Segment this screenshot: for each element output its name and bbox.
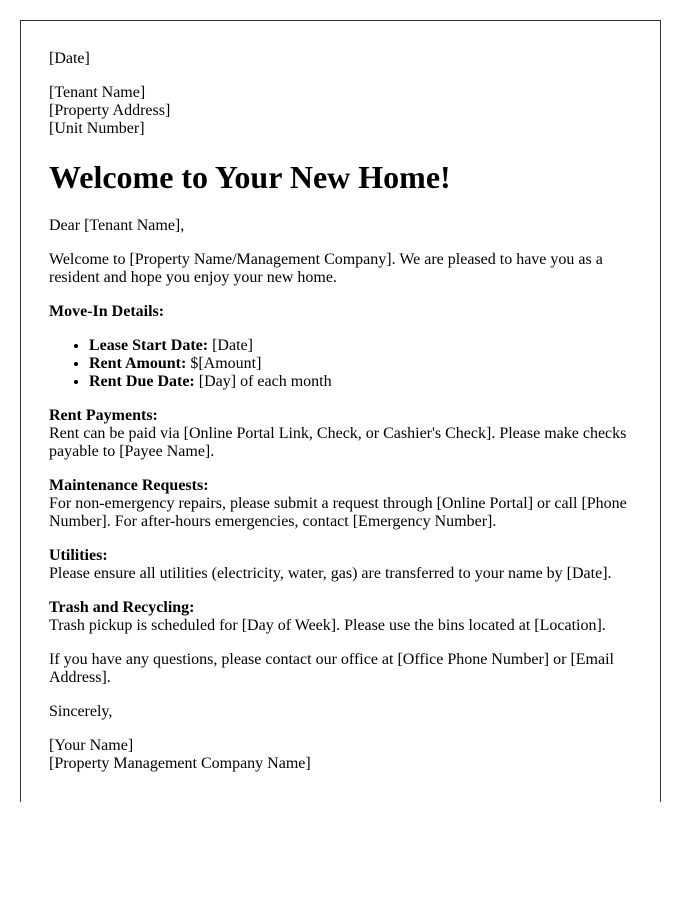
section-text: Rent can be paid via [Online Portal Link, Check, or Cashier's Check]. Please make checks payable to [Payee Name]. xyxy=(49,425,627,460)
move-in-list xyxy=(49,337,632,391)
list-item xyxy=(89,337,632,355)
section-heading: Rent Payments: xyxy=(49,407,158,424)
signature xyxy=(49,737,632,773)
property-address: [Property Address] xyxy=(49,102,171,119)
recipient-address xyxy=(49,84,632,138)
item-value: [Day] of each month xyxy=(194,373,332,390)
section-heading: Maintenance Requests: xyxy=(49,477,209,494)
date: [Date] xyxy=(49,50,90,67)
item-label: Lease Start Date: xyxy=(89,337,209,354)
sender-name: [Your Name] xyxy=(49,737,134,754)
list-item xyxy=(89,373,632,391)
section-heading: Trash and Recycling: xyxy=(49,599,195,616)
signoff: Sincerely, xyxy=(49,703,113,720)
salutation: Dear [Tenant Name], xyxy=(49,217,185,234)
section-text: For non-emergency repairs, please submit a request through [Online Portal] or call [Phone Number]. For after-hours emergencies, contact [Emergency Number]. xyxy=(49,495,627,530)
item-label: Rent Due Date: xyxy=(89,373,195,390)
list-item xyxy=(89,355,632,373)
letter-title: Welcome to Your New Home! xyxy=(49,159,451,195)
section-maintenance xyxy=(49,477,632,531)
section-text: Trash pickup is scheduled for [Day of Week]. Please use the bins located at [Location]. xyxy=(49,617,606,634)
section-heading: Utilities: xyxy=(49,547,108,564)
item-label: Rent Amount: xyxy=(89,355,187,372)
closing-note: If you have any questions, please contact our office at [Office Phone Number] or [Email Address]. xyxy=(49,651,614,686)
company-name: [Property Management Company Name] xyxy=(49,755,311,772)
move-in-heading-text: Move-In Details: xyxy=(49,303,165,320)
item-value: [Date] xyxy=(208,337,253,354)
unit-number: [Unit Number] xyxy=(49,120,145,137)
section-text: Please ensure all utilities (electricity, water, gas) are transferred to your name by [Date]. xyxy=(49,565,612,582)
section-rent-payments xyxy=(49,407,632,461)
section-utilities xyxy=(49,547,632,583)
item-value: $[Amount] xyxy=(186,355,262,372)
letter xyxy=(20,20,661,802)
intro-paragraph: Welcome to [Property Name/Management Company]. We are pleased to have you as a resident and hope you enjoy your new home. xyxy=(49,251,603,286)
tenant-name: [Tenant Name] xyxy=(49,84,146,101)
move-in-heading xyxy=(49,303,632,321)
section-trash xyxy=(49,599,632,635)
